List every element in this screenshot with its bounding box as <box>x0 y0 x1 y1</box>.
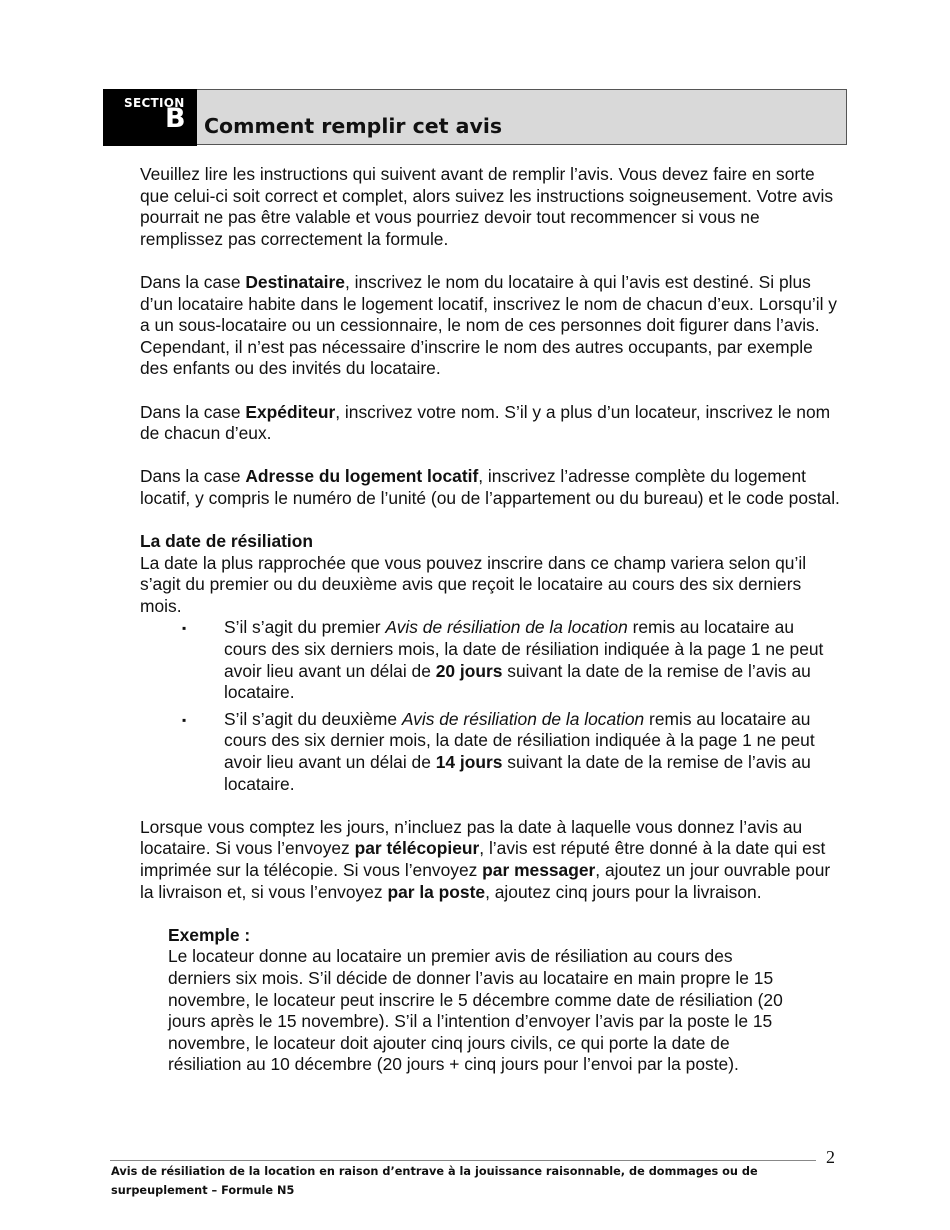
footer-form-title: Avis de résiliation de la location en raison d’entrave à la jouissance raisonnable, de dommages ou de surpeuplement – Formule N5 <box>111 1165 758 1197</box>
section-title: Comment remplir cet avis <box>204 114 503 138</box>
delivery-courier: par messager <box>482 860 596 880</box>
delivery-mail: par la poste <box>387 881 486 902</box>
adresse-text: , inscrivez l’adresse complète du logement locatif, y compris le numéro de l’unité (ou de l’appartement ou du bureau) et le code postal. <box>140 466 840 508</box>
expediteur-term: Expéditeur <box>245 401 336 422</box>
delay-days: 14 jours <box>435 752 503 773</box>
destinataire-paragraph <box>140 272 840 380</box>
footer-divider <box>110 1160 816 1161</box>
square-bullet-icon: ▪ <box>182 712 187 727</box>
comptage-paragraph: Lorsque vous comptez les jours, n’incluez pas la date à laquelle vous donnez l’avis au locataire. Si vous l’envoyez par télécopieur, l’avis est réputé être donné à la date qui est imprimée sur la télécopie. Si vous l’envoyez par messager, ajoutez un jour ouvrable pour la livraison et, si vous l’envoyez par la poste, ajoutez cinq jours pour la livraison. <box>140 816 831 902</box>
example-text: Le locateur donne au locataire un premier avis de résiliation au cours des derniers six mois. S’il décide de donner l’avis au locataire en main propre le 15 novembre, le locateur peut inscrire le 5 décembre comme date de résiliation (20 jours après le 15 novembre). S’il a l’intention d’envoyer l’avis par la poste le 15 novembre, le locateur doit ajouter cinq jours civils, ce qui porte la date de résiliation au 10 décembre (20 jours + cinq jours pour l’envoi par la poste). <box>168 946 783 1075</box>
square-bullet-icon: ▪ <box>182 621 187 636</box>
list-item: ▪ S’il s’agit du deuxième Avis de résiliation de la location remis au locataire au cours des six dernier mois, la date de résiliation indiquée à la page 1 ne peut avoir lieu avant un délai de 14 jours suivant la date de la remise de l’avis au locataire. <box>182 708 815 794</box>
section-label: SECTION <box>124 96 185 110</box>
example-block <box>168 925 788 1076</box>
adresse-prefix: Dans la case <box>140 466 246 487</box>
expediteur-text: , inscrivez votre nom. S’il y a plus d’un locateur, inscrivez le nom de chacun d’eux. <box>140 401 831 444</box>
adresse-term: Adresse du logement locatif <box>245 466 479 487</box>
instructions-body <box>140 164 840 1076</box>
delay-days: 20 jours <box>435 660 503 681</box>
date-resiliation-heading: La date de résiliation <box>140 531 313 552</box>
section-badge <box>103 89 197 146</box>
section-header <box>103 89 847 145</box>
page-number: 2 <box>826 1147 835 1167</box>
date-resiliation-intro: La date la plus rapprochée que vous pouvez inscrire dans ce champ variera selon qu’il s’agit du premier ou du deuxième avis que reçoit le locataire au cours des six derniers mois. <box>140 552 807 616</box>
destinataire-prefix: Dans la case <box>140 271 246 292</box>
adresse-paragraph <box>140 466 840 509</box>
expediteur-paragraph <box>140 402 840 445</box>
example-heading: Exemple : <box>168 924 251 945</box>
section-letter: B <box>165 103 186 134</box>
list-item: ▪ S’il s’agit du premier Avis de résiliation de la location remis au locataire au cours des six derniers mois, la date de résiliation indiquée à la page 1 ne peut avoir lieu avant un délai de 20 jours suivant la date de la remise de l’avis au locataire. <box>182 617 824 703</box>
intro-paragraph: Veuillez lire les instructions qui suivent avant de remplir l’avis. Vous devez faire en sorte que celui-ci soit correct et complet, alors suivez les instructions soigneusement. Votre avis pourrait ne pas être valable et vous pourriez devoir tout recommencer si vous ne remplissez pas correctement la formule. <box>140 164 834 249</box>
delivery-fax: par télécopieur <box>354 838 480 859</box>
date-resiliation-list <box>140 617 840 795</box>
form-title-italic: Avis de résiliation de la location <box>401 708 645 729</box>
destinataire-term: Destinataire <box>245 271 345 292</box>
destinataire-text: , inscrivez le nom du locataire à qui l’avis est destiné. Si plus d’un locataire habite dans le logement locatif, inscrivez le nom de chacun d’eux. Lorsqu’il y a un sous-locataire ou un cessionnaire, le nom de ces personnes doit figurer dans l’avis. Cependant, il n’est pas nécessaire d’inscrire le nom des autres occupants, par exemple des enfants ou des invités du locataire. <box>140 271 837 379</box>
expediteur-prefix: Dans la case <box>140 401 246 422</box>
form-title-italic: Avis de résiliation de la location <box>385 617 628 638</box>
